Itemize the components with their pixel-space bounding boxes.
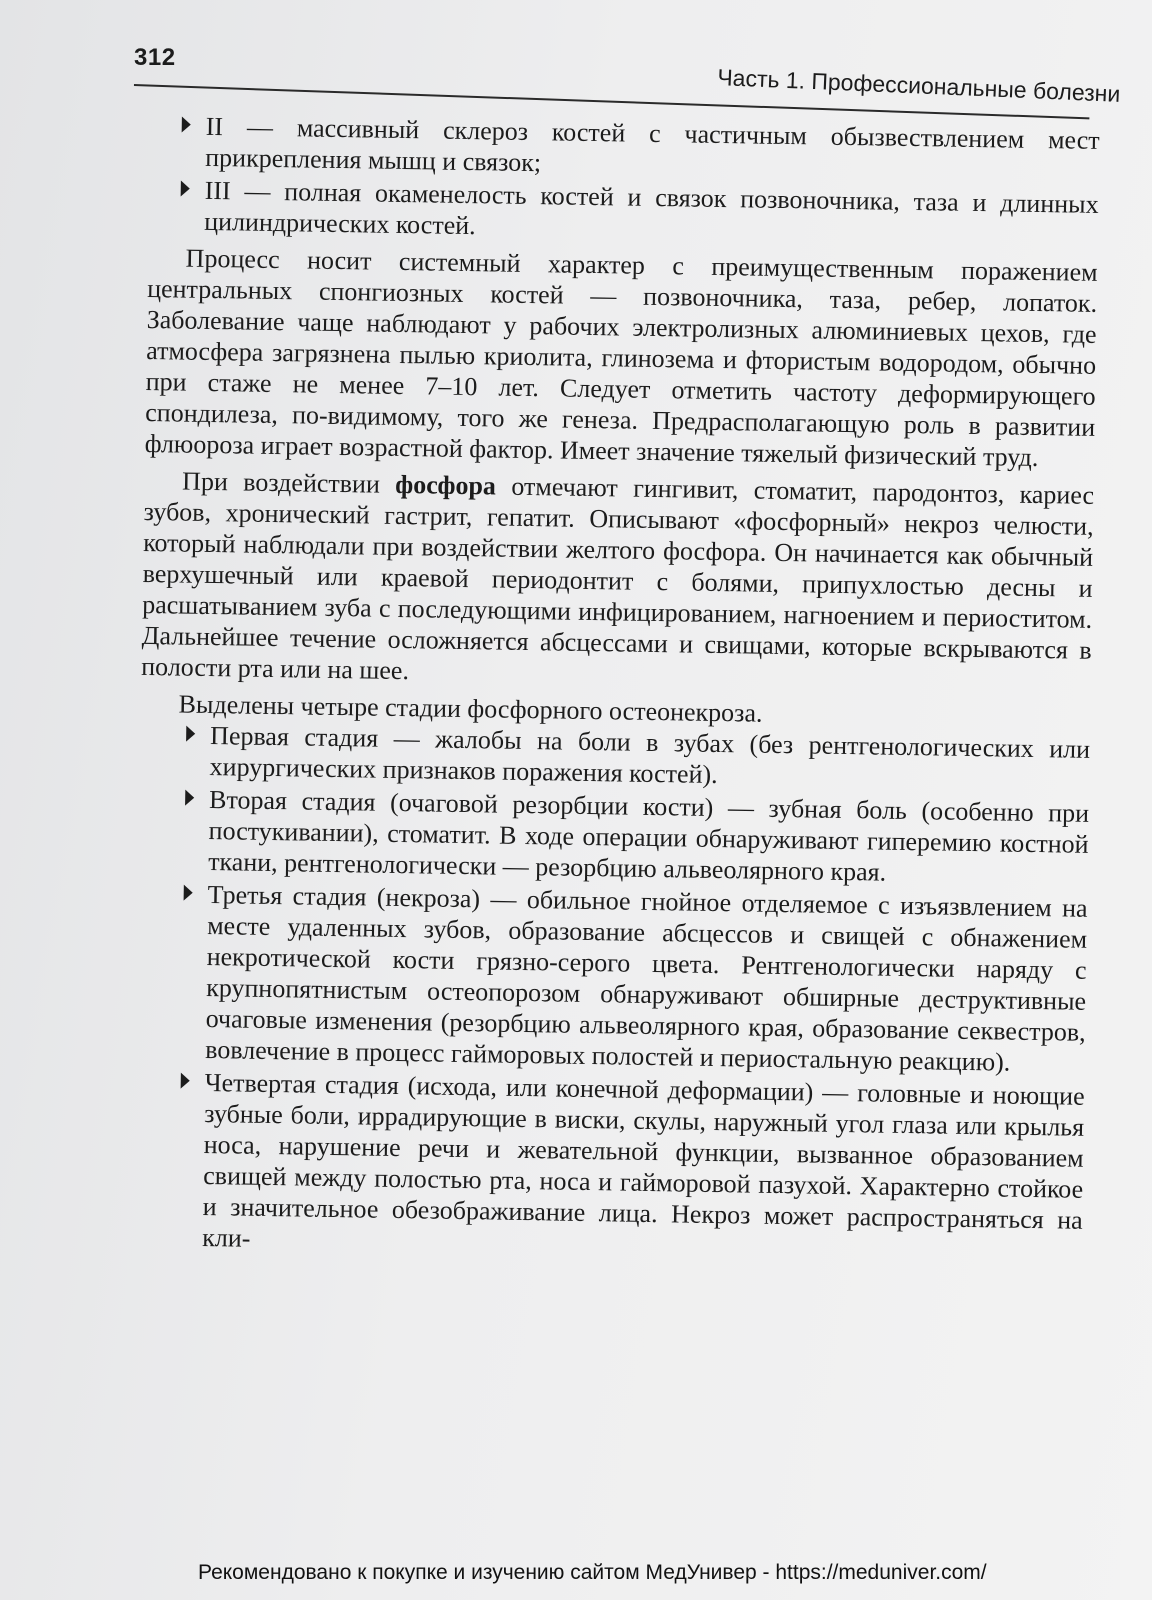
paragraph-phosphorus bbox=[141, 465, 1094, 697]
bullet-marker-icon bbox=[181, 180, 190, 196]
list-item-text: Четвертая стадия (исхода, или конечной деформации) — головные и ноющие зубные боли, иррадирующие в виски, скулы, наружный угол глаза или крылья носа, нарушение речи и жевательной функции, вызванное образованием свищей между полостью рта, носа и гайморовой пазухой. Характерно стойкое и значительное обезображивание лица. Некроз может распространяться на кли- bbox=[202, 1067, 1085, 1253]
bullet-marker-icon bbox=[184, 885, 193, 901]
list-item-text: Третья стадия (некроза) — обильное гнойное отделяемое с изъязвлением на месте удаленных зубов, образование абсцессов и свищей с обнажением некротической кости грязно-серого цвета. Рентгенологически наряду с крупнопятнистым остеопорозом обнаруживают обширные деструктивные очаговые изменения (резорбцию альвеолярного края, образование секвестров, вовлечение в процесс гайморовых полостей и периостальную реакцию). bbox=[205, 880, 1088, 1077]
paragraph-rest: отмечают гингивит, стоматит, пародонтоз, кариес зубов, хронический гастрит, гепатит. Описывают «фосфорный» некроз челюсти, который наблюдали при воздействии желтого фосфора. Он начинается как обычный верхушечный или краевой периодонтит с болями, припухлостью десны и расшатыванием зуба с последующими инфицированием, нагноением и периоститом. Дальнейшее течение осложняется абсцессами и свищами, которые вскрываются в полости рта или на шее. bbox=[141, 471, 1095, 686]
bullet-marker-icon bbox=[182, 117, 191, 133]
list-item bbox=[135, 878, 1088, 1079]
paragraph-systemic-process: Процесс носит системный характер с преимущественным поражением центральных спонгиозных костей — позвоночника, таза, ребер, лопаток. Заболевание чаще наблюдают у рабочих электролизных алюминиевых цехов, где атмосфера загрязнена пылью криолита, глинозема и фтористым водородом, обычно при стаже не менее 7–10 лет. Следует отметить частоту деформирующего спондилеза, по-видимому, того же генеза. Предрасполагающую роль в развитии флюороза играет возрастной фактор. Имеет значение тяжелый физический труд. bbox=[144, 243, 1098, 472]
bullet-marker-icon bbox=[185, 790, 194, 806]
body-text bbox=[132, 110, 1100, 1269]
list-item bbox=[138, 783, 1089, 891]
list-item-text: Первая стадия — жалобы на боли в зубах (без рентгенологических или хирургических признаков поражения костей). bbox=[209, 721, 1091, 789]
list-item-text: II — массивный склероз костей с частичным обызвествлением мест прикрепления мышц и связок; bbox=[205, 111, 1100, 178]
bullet-marker-icon bbox=[181, 1073, 190, 1089]
grade-list bbox=[148, 110, 1100, 251]
list-item bbox=[132, 1066, 1085, 1267]
paragraph-lead: При воздействии bbox=[181, 466, 396, 499]
running-head: Часть 1. Профессиональные болезни bbox=[716, 64, 1121, 107]
page-number: 312 bbox=[134, 44, 176, 71]
list-item bbox=[148, 174, 1099, 251]
list-item-text: III — полная окаменелость костей и связок позвоночника, таза и длинных цилиндрических костей. bbox=[204, 175, 1099, 241]
list-item-text: Вторая стадия (очаговой резорбции кости) — зубная боль (особенно при постукивании), стоматит. В ходе операции обнаруживают гиперемию костной ткани, рентгенологически — резорбцию альвеолярного края. bbox=[207, 785, 1090, 887]
keyword-phosphorus: фосфора bbox=[395, 469, 497, 501]
stages-list bbox=[132, 719, 1090, 1267]
footer-recommendation: Рекомендовано к покупке и изучению сайтом МедУнивер - https://meduniver.com/ bbox=[198, 1561, 987, 1584]
paragraph-stages-intro: Выделены четыре стадии фосфорного остеонекроза. bbox=[178, 689, 763, 728]
bullet-marker-icon bbox=[186, 726, 195, 742]
